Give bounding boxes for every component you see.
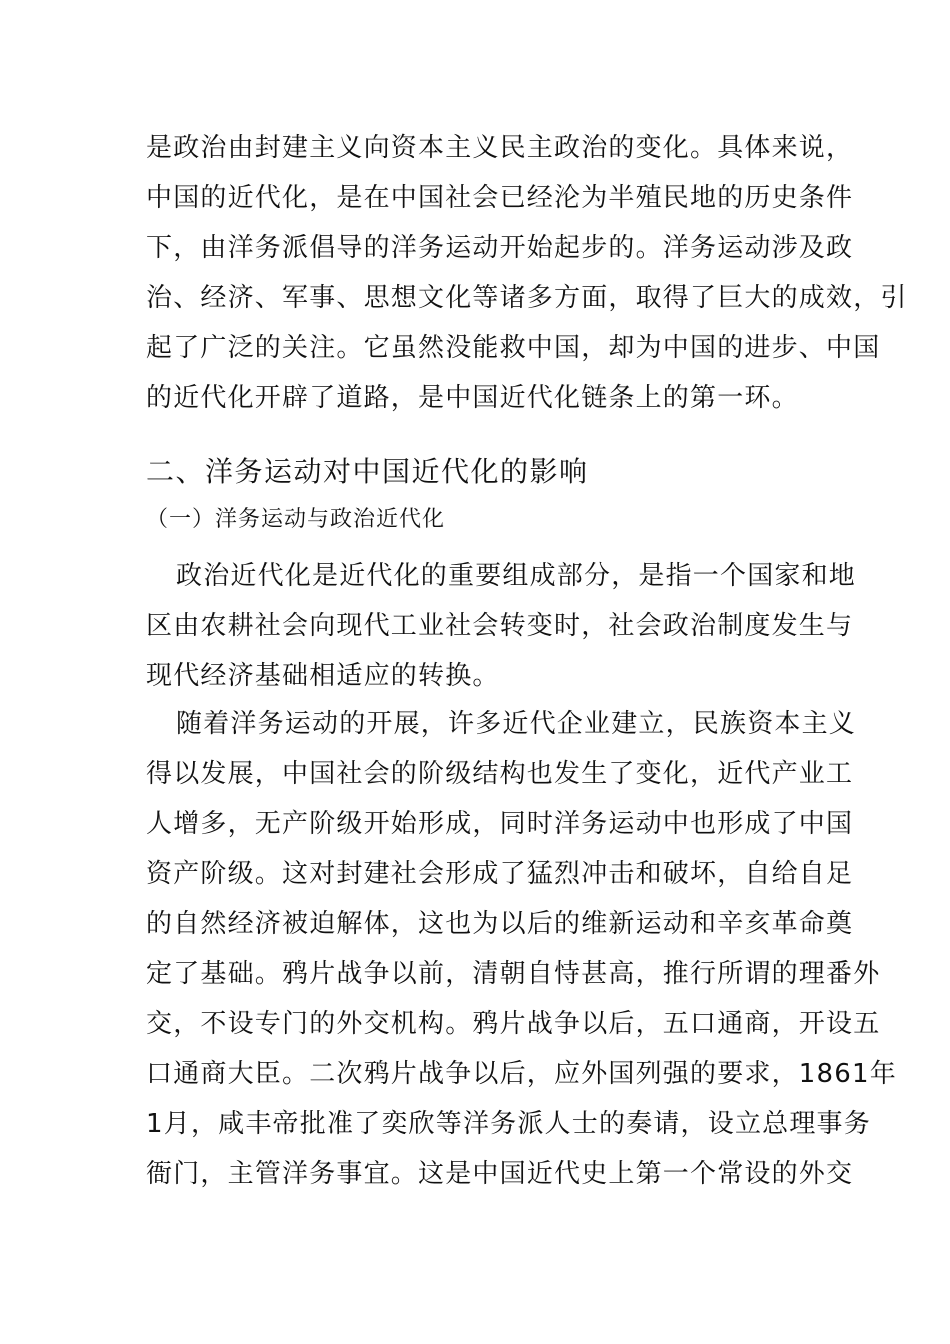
paragraph-line: 衙门，主管洋务事宜。这是中国近代史上第一个常设的外交 — [146, 1159, 854, 1189]
paragraph-line: 得以发展，中国社会的阶级结构也发生了变化，近代产业工 — [146, 759, 854, 789]
paragraph-line: 交，不设专门的外交机构。鸦片战争以后，五口通商，开设五 — [146, 1009, 881, 1039]
paragraph-line: 的自然经济被迫解体，这也为以后的维新运动和辛亥革命奠 — [146, 909, 854, 939]
paragraph-line: 1月，咸丰帝批准了奕欣等洋务派人士的奏请，设立总理事务 — [146, 1109, 871, 1139]
paragraph-line: 的近代化开辟了道路，是中国近代化链条上的第一环。 — [146, 383, 799, 413]
paragraph-line: 是政治由封建主义向资本主义民主政治的变化。具体来说， — [146, 133, 854, 163]
paragraph-line: 下，由洋务派倡导的洋务运动开始起步的。洋务运动涉及政 — [146, 233, 854, 263]
body-paragraph-political-modernization — [146, 551, 857, 701]
paragraph-line: 中国的近代化，是在中国社会已经沦为半殖民地的历史条件 — [146, 183, 854, 213]
paragraph-line: 定了基础。鸦片战争以前，清朝自恃甚高，推行所谓的理番外 — [146, 959, 881, 989]
subsection-heading: （一）洋务运动与政治近代化 — [146, 507, 446, 532]
paragraph-line: 起了广泛的关注。它虽然没能救中国，却为中国的进步、中国 — [146, 333, 881, 363]
paragraph-line: 口通商大臣。二次鸦片战争以后，应外国列强的要求，1861年 — [146, 1059, 897, 1089]
paragraph-line: 随着洋务运动的开展，许多近代企业建立，民族资本主义 — [176, 709, 857, 739]
paragraph-line: 治、经济、军事、思想文化等诸多方面，取得了巨大的成效，引 — [146, 283, 908, 313]
paragraph-line: 政治近代化是近代化的重要组成部分，是指一个国家和地 — [176, 561, 857, 591]
paragraph-line: 资产阶级。这对封建社会形成了猛烈冲击和破坏，自给自足 — [146, 859, 854, 889]
paragraph-line: 现代经济基础相适应的转换。 — [146, 661, 500, 691]
body-paragraph-continuation — [146, 123, 908, 423]
section-heading: 二、洋务运动对中国近代化的影响 — [146, 455, 589, 488]
body-paragraph-social-change — [146, 699, 897, 1199]
paragraph-line: 人增多，无产阶级开始形成，同时洋务运动中也形成了中国 — [146, 809, 854, 839]
paragraph-line: 区由农耕社会向现代工业社会转变时，社会政治制度发生与 — [146, 611, 854, 641]
